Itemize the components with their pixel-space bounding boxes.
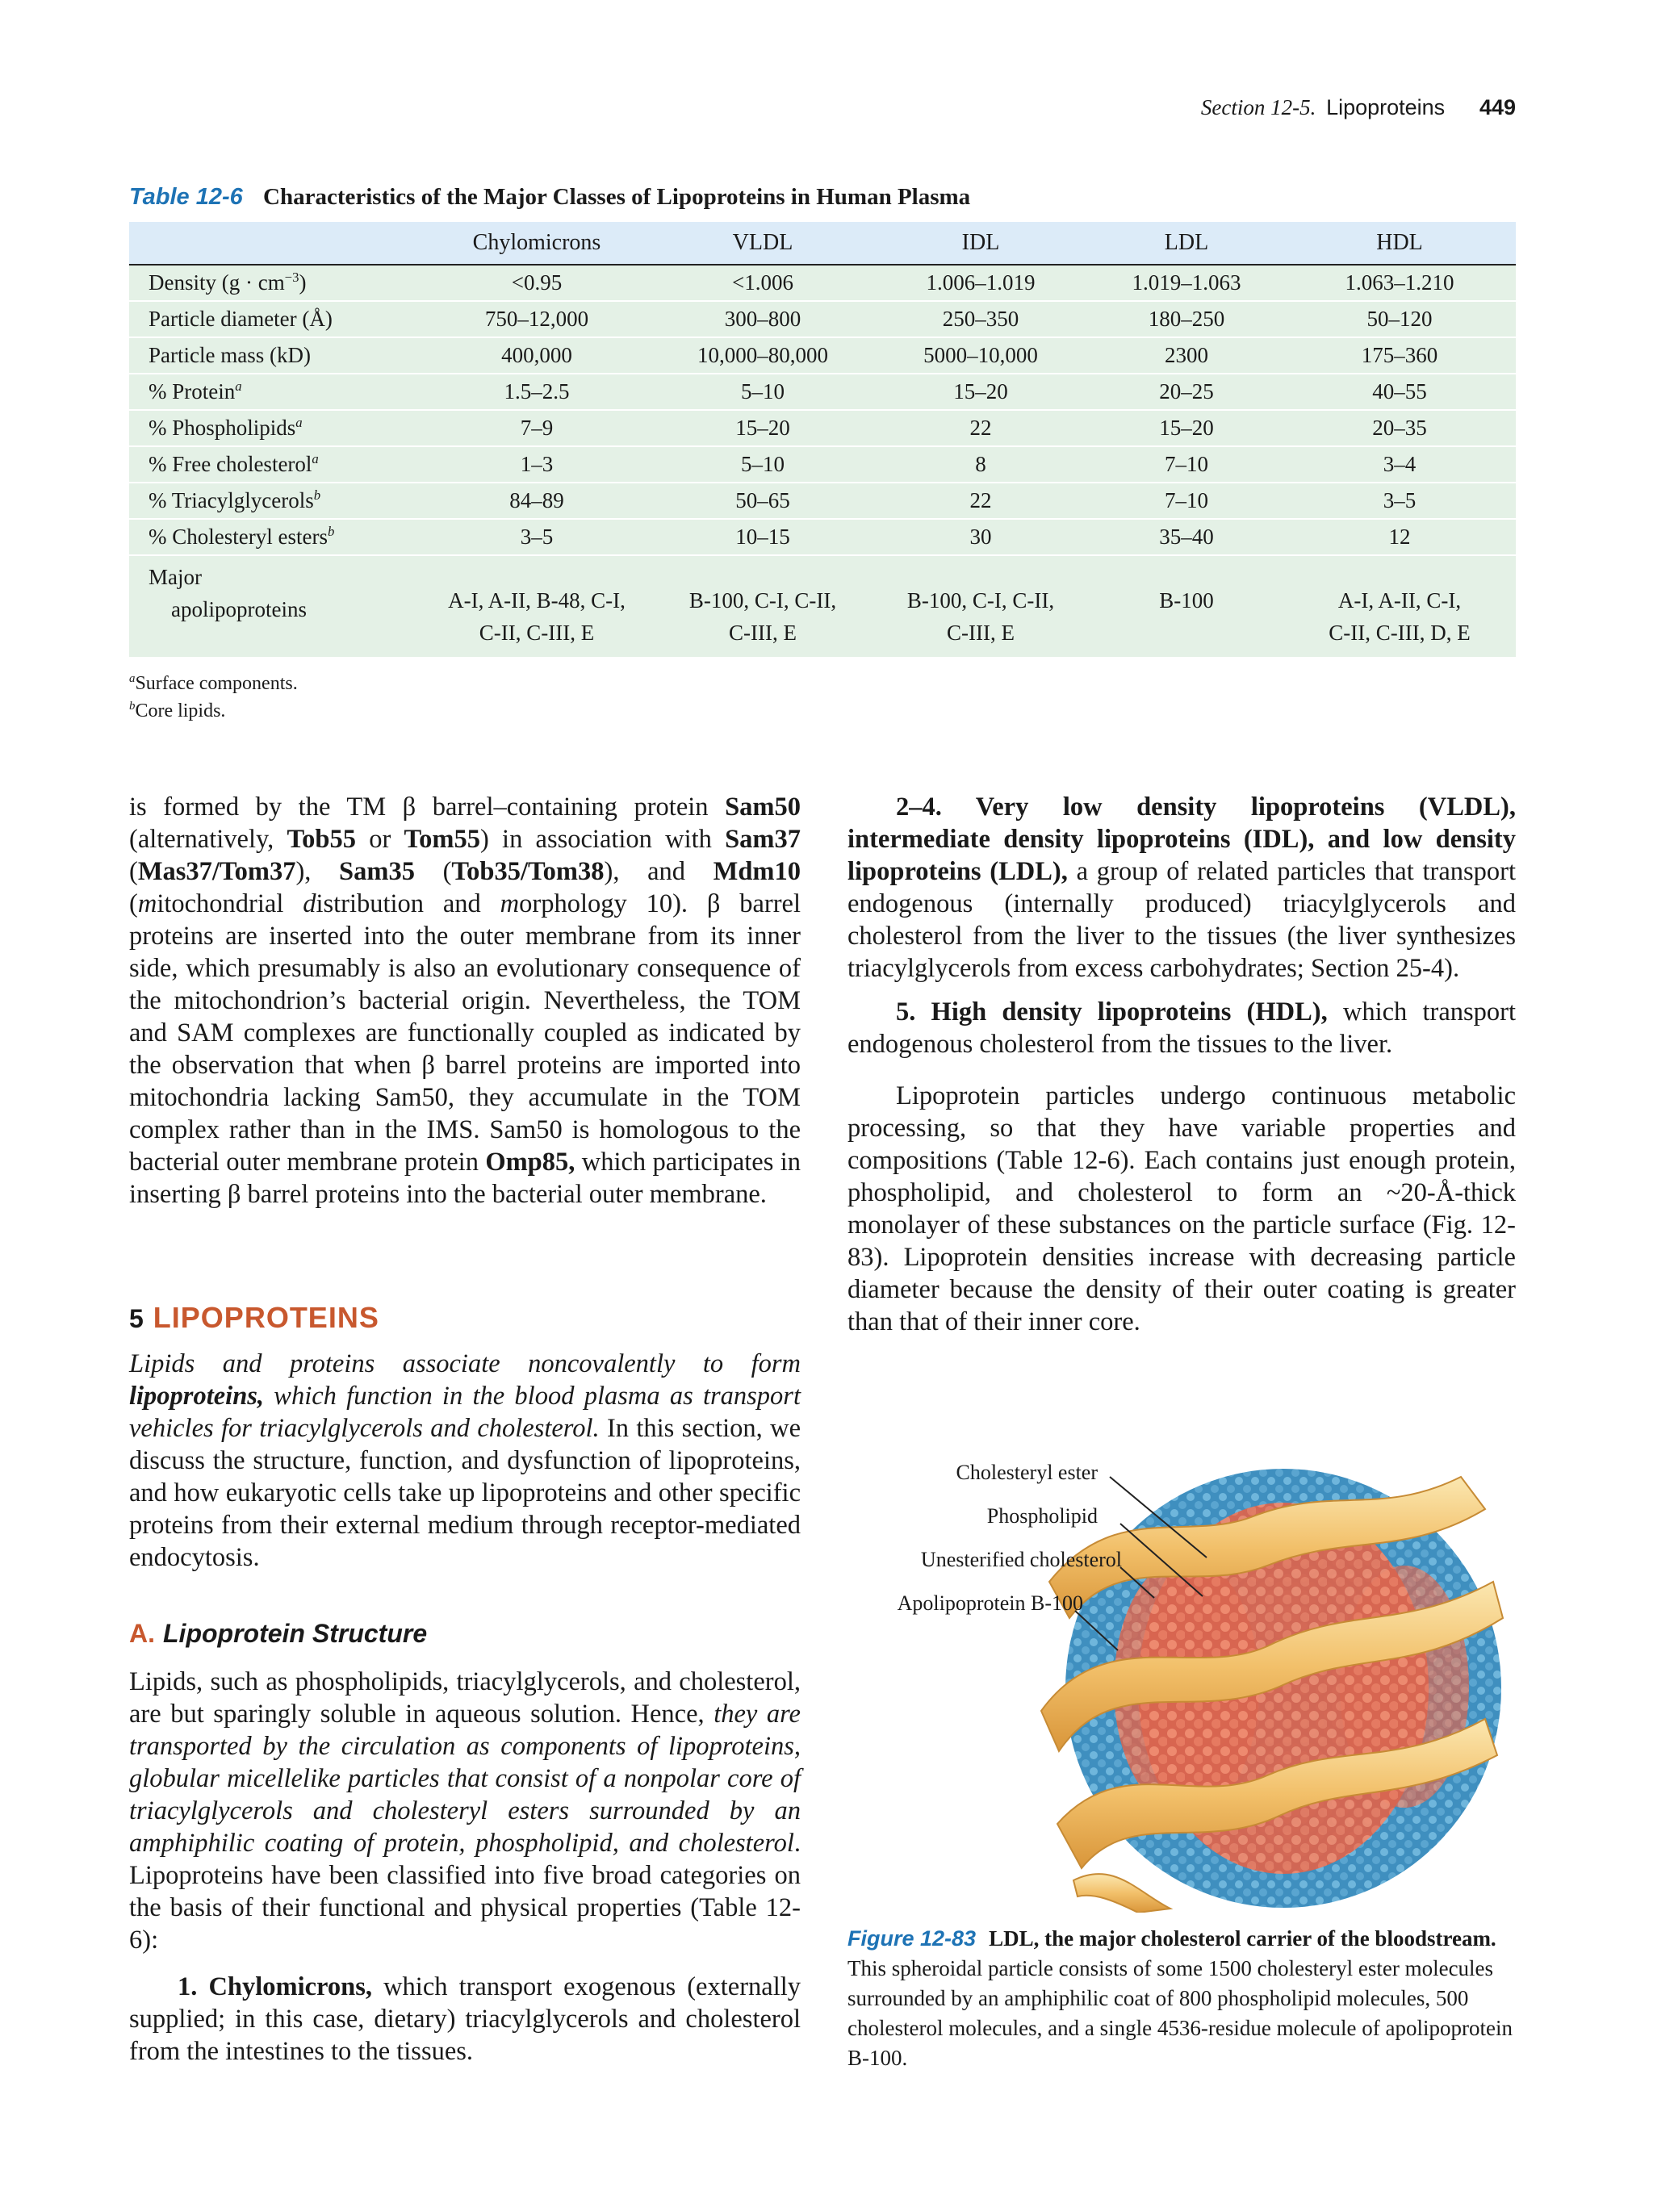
table-cell: 35–40 — [1090, 519, 1283, 555]
table-cell: A-I, A-II, C-I, C-II, C-III, D, E — [1283, 555, 1516, 657]
ldl-figure — [847, 1445, 1516, 1913]
table-cell: 5000–10,000 — [872, 337, 1090, 374]
column-header: IDL — [872, 222, 1090, 265]
section-number: 5 — [129, 1304, 144, 1333]
table-cell: 250–350 — [872, 301, 1090, 337]
subsection-title: Lipoprotein Structure — [163, 1619, 428, 1648]
table-cell: 22 — [872, 410, 1090, 446]
table-cell: 3–5 — [1283, 483, 1516, 519]
right-paragraph-2: 5. High density lipoproteins (HDL), which transport endogenous cholesterol from the tissues to the liver. — [847, 997, 1516, 1059]
footnote: $^b$Core lipids. — [129, 700, 226, 721]
table-cell: 40–55 — [1283, 374, 1516, 410]
table-cell: 1–3 — [420, 446, 654, 483]
table-number: Table 12-6 — [129, 184, 243, 210]
table-cell: 15–20 — [654, 410, 872, 446]
table-cell: 2300 — [1090, 337, 1283, 374]
table-row — [129, 374, 1516, 410]
right-column-text — [847, 791, 1516, 1338]
section-heading — [129, 1301, 379, 1335]
table-row-apolipoproteins — [129, 555, 1516, 657]
table-header-row — [129, 222, 1516, 265]
table-cell: 7–9 — [420, 410, 654, 446]
table-row — [129, 519, 1516, 555]
subsection-heading — [129, 1619, 427, 1649]
table-cell: 1.5–2.5 — [420, 374, 654, 410]
figure-text: This spheroidal particle consists of some 1500 cholesteryl ester molecules surrounded by an amphiphilic coat of 800 phospholipid molecules, 500 cholesterol molecules, and a single 4536-residue molecule of apolipoprotein B-100. — [847, 1956, 1513, 2070]
row-label: % Free cholesterol$^a$ — [129, 446, 420, 483]
row-label: Major apolipoproteins — [129, 555, 420, 657]
row-label: Density $(g \cdot cm^{-3})$ — [129, 265, 420, 301]
column-header: HDL — [1283, 222, 1516, 265]
right-paragraph-3: Lipoprotein particles undergo continuous metabolic processing, so that they have variable properties and compositions (Table 12-6). Each contains just enough protein, phospholipid, and cholesterol to form an ~20-Å-thick monolayer of these substances on the particle surface (Fig. 12-83). Lipoprotein densities increase with decreasing particle diameter because the density of their outer coating is greater than that of their inner core. — [847, 1081, 1516, 1336]
row-label: % Cholesteryl esters$^b$ — [129, 519, 420, 555]
figure-number: Figure 12-83 — [847, 1926, 977, 1951]
row-label: % Phospholipids$^a$ — [129, 410, 420, 446]
lipoprotein-table — [129, 222, 1516, 657]
footnote: $^a$Surface components. — [129, 672, 298, 694]
table-cell: 400,000 — [420, 337, 654, 374]
table-cell: 5–10 — [654, 374, 872, 410]
table-cell: 30 — [872, 519, 1090, 555]
table-row — [129, 446, 1516, 483]
table-cell: 1.063–1.210 — [1283, 265, 1516, 301]
table-cell: 300–800 — [654, 301, 872, 337]
table-cell: 50–120 — [1283, 301, 1516, 337]
table-cell: 3–4 — [1283, 446, 1516, 483]
table-cell: 50–65 — [654, 483, 872, 519]
table-cell: B-100 — [1090, 555, 1283, 657]
left-paragraph-3: 1. Chylomicrons, which transport exogenous (externally supplied; in this case, dietary) triacylglycerols and cholesterol from the intestines to the tissues. — [129, 1972, 801, 2066]
table-cell: 7–10 — [1090, 446, 1283, 483]
table-footnotes — [129, 670, 298, 725]
table-row — [129, 337, 1516, 374]
label-unesterified-cholesterol: Unesterified cholesterol — [920, 1548, 1122, 1571]
row-label: % Triacylglycerols$^b$ — [129, 483, 420, 519]
table-cell: 15–20 — [872, 374, 1090, 410]
section-intro: Lipids and proteins associate noncovalently to form lipoproteins, which function in the blood plasma as transport vehicles for triacylglycerols and cholesterol. In this section, we discuss the structure, function, and dysfunction of lipoproteins, and how eukaryotic cells take up lipoproteins and other specific proteins from their external medium through receptor-mediated endocytosis. — [129, 1349, 801, 1572]
table-row — [129, 410, 1516, 446]
table-cell: 20–25 — [1090, 374, 1283, 410]
table-cell: 3–5 — [420, 519, 654, 555]
left-paragraph-2: Lipids, such as phospholipids, triacylglycerols, and cholesterol, are but sparingly soluble in aqueous solution. Hence, they are transported by the circulation as components of lipoproteins, globular micellelike particles that consist of a nonpolar core of triacylglycerols and cholesteryl esters surrounded by an amphiphilic coating of protein, phospholipid, and cholesterol. Lipoproteins have been classified into five broad categories on the basis of their functional and physical properties (Table 12-6): 1. Chylomicrons, which transport exogenous (externally supplied; in this case, dietary) triacylglycerols and cholesterol from the intestines to the tissues. — [129, 1667, 801, 2066]
header-corner — [129, 222, 420, 265]
table-cell: 1.019–1.063 — [1090, 265, 1283, 301]
running-header — [1201, 95, 1516, 120]
figure-title: LDL, the major cholesterol carrier of the bloodstream. — [989, 1926, 1496, 1951]
table-cell: 22 — [872, 483, 1090, 519]
header-title: Lipoproteins — [1326, 95, 1446, 119]
table-cell: A-I, A-II, B-48, C-I, C-II, C-III, E — [420, 555, 654, 657]
table-cell: 12 — [1283, 519, 1516, 555]
table-cell: 7–10 — [1090, 483, 1283, 519]
table-cell: <0.95 — [420, 265, 654, 301]
table-cell: 84–89 — [420, 483, 654, 519]
figure-caption — [847, 1924, 1516, 2073]
row-label: Particle diameter (Å) — [129, 301, 420, 337]
table-cell: B-100, C-I, C-II, C-III, E — [654, 555, 872, 657]
column-header: VLDL — [654, 222, 872, 265]
label-apolipoprotein-b100: Apolipoprotein B-100 — [897, 1591, 1083, 1615]
table-cell: 180–250 — [1090, 301, 1283, 337]
section-title: LIPOPROTEINS — [153, 1301, 379, 1334]
table-row — [129, 483, 1516, 519]
table-cell: 5–10 — [654, 446, 872, 483]
ldl-particle-illustration — [847, 1445, 1516, 1913]
table-cell: <1.006 — [654, 265, 872, 301]
page-number: 449 — [1479, 95, 1516, 119]
table-cell: 8 — [872, 446, 1090, 483]
table-row — [129, 265, 1516, 301]
table-cell: 10–15 — [654, 519, 872, 555]
row-label: % Protein$^a$ — [129, 374, 420, 410]
table-cell: 750–12,000 — [420, 301, 654, 337]
header-section: Section 12-5. — [1200, 95, 1316, 119]
label-cholesteryl-ester: Cholesteryl ester — [956, 1461, 1098, 1484]
table-caption: Characteristics of the Major Classes of Lipoproteins in Human Plasma — [263, 184, 971, 210]
table-cell: 20–35 — [1283, 410, 1516, 446]
table-cell: 1.006–1.019 — [872, 265, 1090, 301]
table-title — [129, 184, 970, 211]
right-paragraph-1: 2–4. Very low density lipoproteins (VLDL), intermediate density lipoproteins (IDL), and low density lipoproteins (LDL), a group of related particles that transport endogenous (internally produced) triacylglycerols and cholesterol from the liver to the tissues (the liver synthesizes triacylglycerols from excess carbohydrates; Section 25-4). — [847, 792, 1516, 983]
subsection-letter: A. — [129, 1619, 155, 1648]
table-cell: 15–20 — [1090, 410, 1283, 446]
column-header: LDL — [1090, 222, 1283, 265]
table-cell: B-100, C-I, C-II, C-III, E — [872, 555, 1090, 657]
left-paragraph-1: is formed by the TM β barrel–containing protein Sam50 (alternatively, Tob55 or Tom55) in association with Sam37 (Mas37/Tom37), Sam35 (Tob35/Tom38), and Mdm10 (mitochondrial distribution and morphology 10). β barrel proteins are inserted into the outer membrane from its inner side, which presumably is also an evolutionary consequence of the mitochondrion’s bacterial origin. Nevertheless, the TOM and SAM complexes are functionally coupled as indicated by the observation that when β barrel proteins are imported into mitochondria lacking Sam50, they accumulate in the TOM complex rather than in the IMS. Sam50 is homologous to the bacterial outer membrane protein Omp85, which participates in inserting β barrel proteins into the bacterial outer membrane. — [129, 792, 801, 1209]
table-cell: 175–360 — [1283, 337, 1516, 374]
table-row — [129, 301, 1516, 337]
row-label: Particle mass (kD) — [129, 337, 420, 374]
table-cell: 10,000–80,000 — [654, 337, 872, 374]
label-phospholipid: Phospholipid — [986, 1504, 1098, 1528]
column-header: Chylomicrons — [420, 222, 654, 265]
